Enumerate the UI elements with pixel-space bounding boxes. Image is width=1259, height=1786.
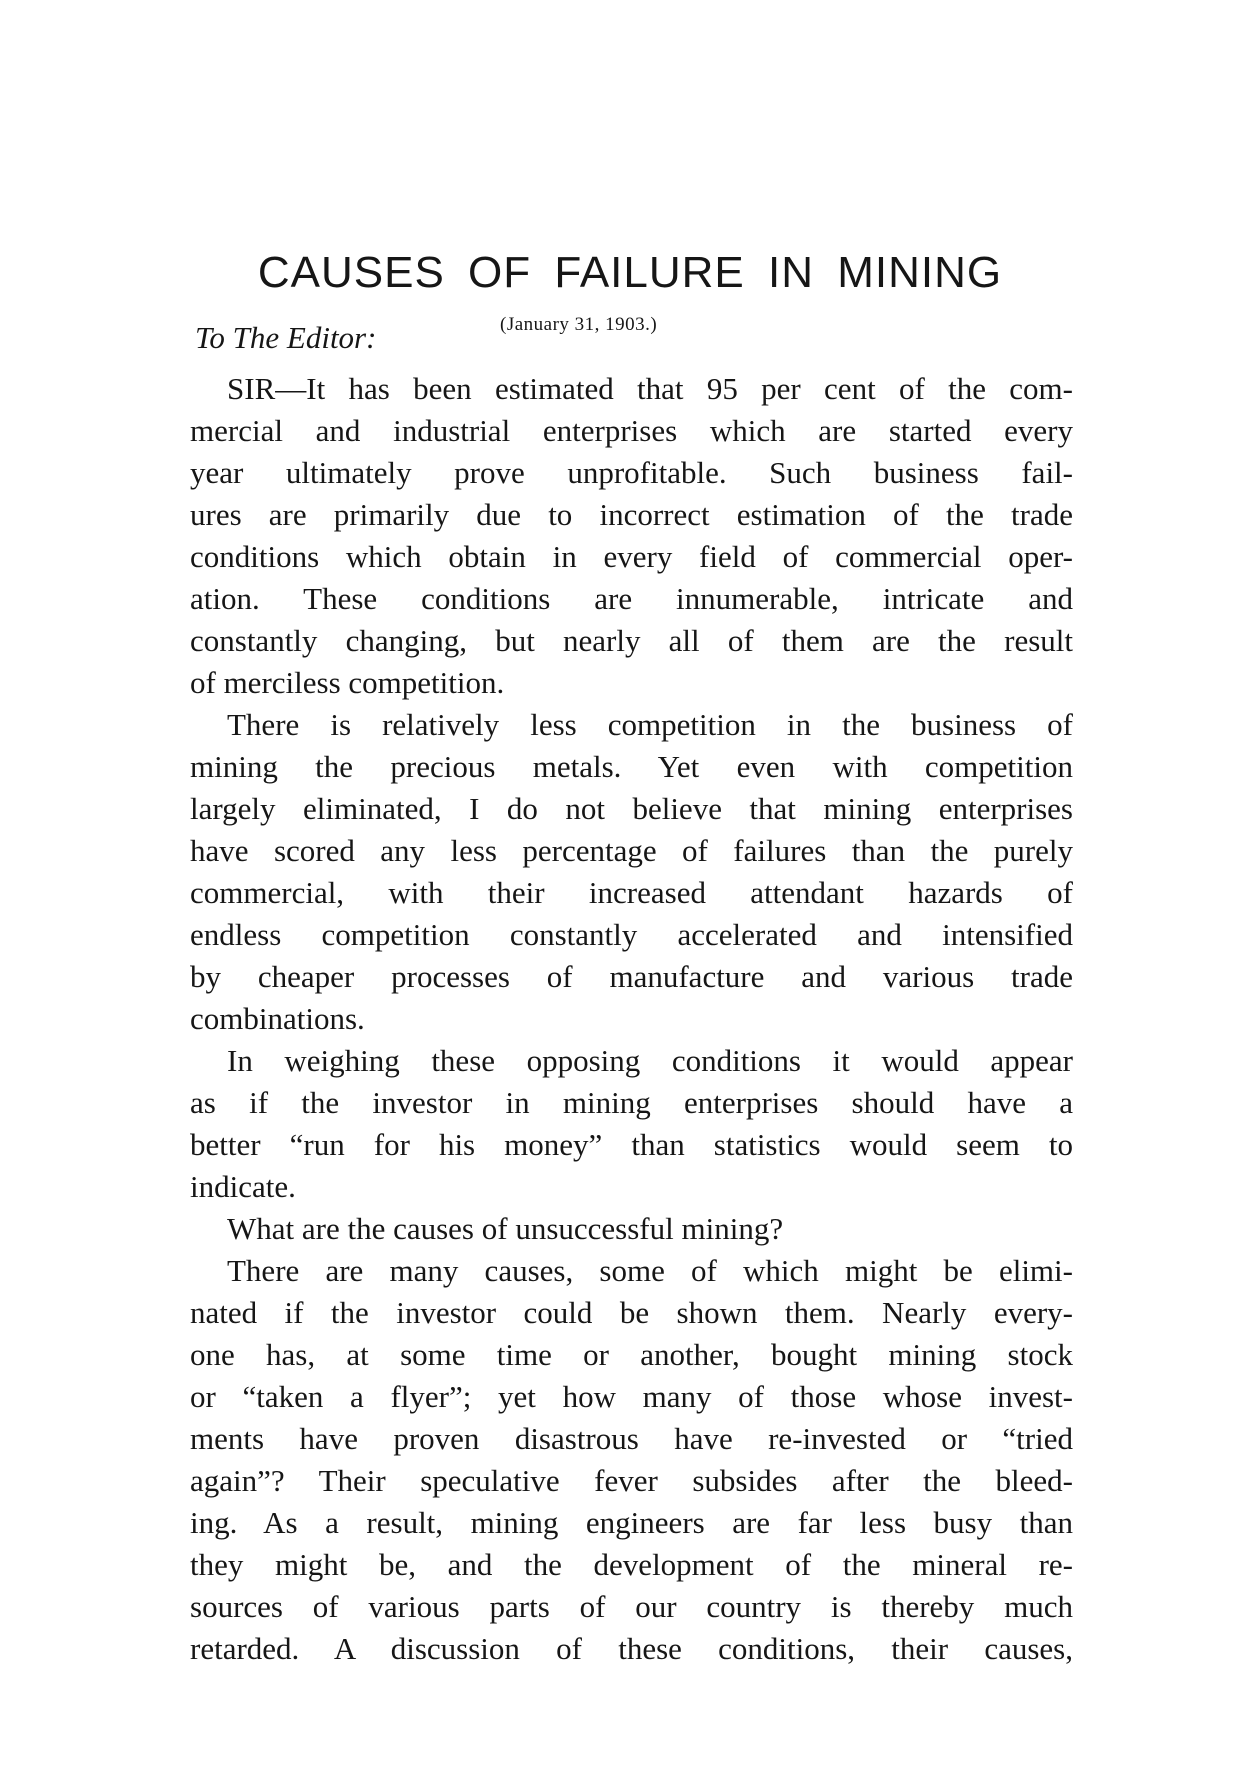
paragraph-1 (190, 368, 1073, 704)
text-line: ures are primarily due to incorrect estimation of the trade (190, 497, 1073, 532)
text-line: one has, at some time or another, bought mining stock (190, 1337, 1073, 1372)
text-line: commercial, with their increased attendant hazards of (190, 875, 1073, 910)
text-line: or “taken a flyer”; yet how many of those whose invest- (190, 1379, 1073, 1414)
text-line: mercial and industrial enterprises which are started every (190, 413, 1073, 448)
text-line: of merciless competition. (190, 665, 505, 700)
paragraph-3 (190, 1040, 1073, 1208)
text-line: endless competition constantly accelerated and intensified (190, 917, 1073, 952)
text-line: retarded. A discussion of these conditions, their causes, (190, 1631, 1073, 1666)
article-date: (January 31, 1903.) (500, 314, 658, 335)
text-line: sources of various parts of our country is thereby much (190, 1589, 1073, 1624)
text-line: combinations. (190, 1001, 365, 1036)
text-line: What are the causes of unsuccessful mining? (227, 1211, 784, 1246)
article-body (190, 368, 1073, 1670)
text-line: nated if the investor could be shown them. Nearly every- (190, 1295, 1073, 1330)
text-line: There is relatively less competition in the business of (227, 707, 1073, 742)
text-line: have scored any less percentage of failures than the purely (190, 833, 1073, 868)
paragraph-5 (190, 1250, 1073, 1670)
text-line: ation. These conditions are innumerable, intricate and (190, 581, 1073, 616)
text-line: In weighing these opposing conditions it would appear (227, 1043, 1073, 1078)
text-line: better “run for his money” than statistics would seem to (190, 1127, 1073, 1162)
text-line: by cheaper processes of manufacture and various trade (190, 959, 1073, 994)
text-line: constantly changing, but nearly all of them are the result (190, 623, 1073, 658)
text-line: There are many causes, some of which might be elimi- (227, 1253, 1073, 1288)
text-line: largely eliminated, I do not believe that mining enterprises (190, 791, 1073, 826)
paragraph-2 (190, 704, 1073, 1040)
salutation: To The Editor: (195, 320, 377, 355)
text-line: SIR—It has been estimated that 95 per cent of the com- (227, 371, 1073, 406)
paragraph-4 (190, 1208, 1073, 1250)
text-line: they might be, and the development of the mineral re- (190, 1547, 1073, 1582)
text-line: conditions which obtain in every field of commercial oper- (190, 539, 1073, 574)
text-line: indicate. (190, 1169, 296, 1204)
text-line: ments have proven disastrous have re-invested or “tried (190, 1421, 1073, 1456)
text-line: mining the precious metals. Yet even with competition (190, 749, 1073, 784)
text-line: year ultimately prove unprofitable. Such business fail- (190, 455, 1073, 490)
text-line: ing. As a result, mining engineers are far less busy than (190, 1505, 1073, 1540)
text-line: again”? Their speculative fever subsides after the bleed- (190, 1463, 1073, 1498)
article-title: CAUSES OF FAILURE IN MINING (257, 248, 1003, 297)
text-line: as if the investor in mining enterprises should have a (190, 1085, 1073, 1120)
